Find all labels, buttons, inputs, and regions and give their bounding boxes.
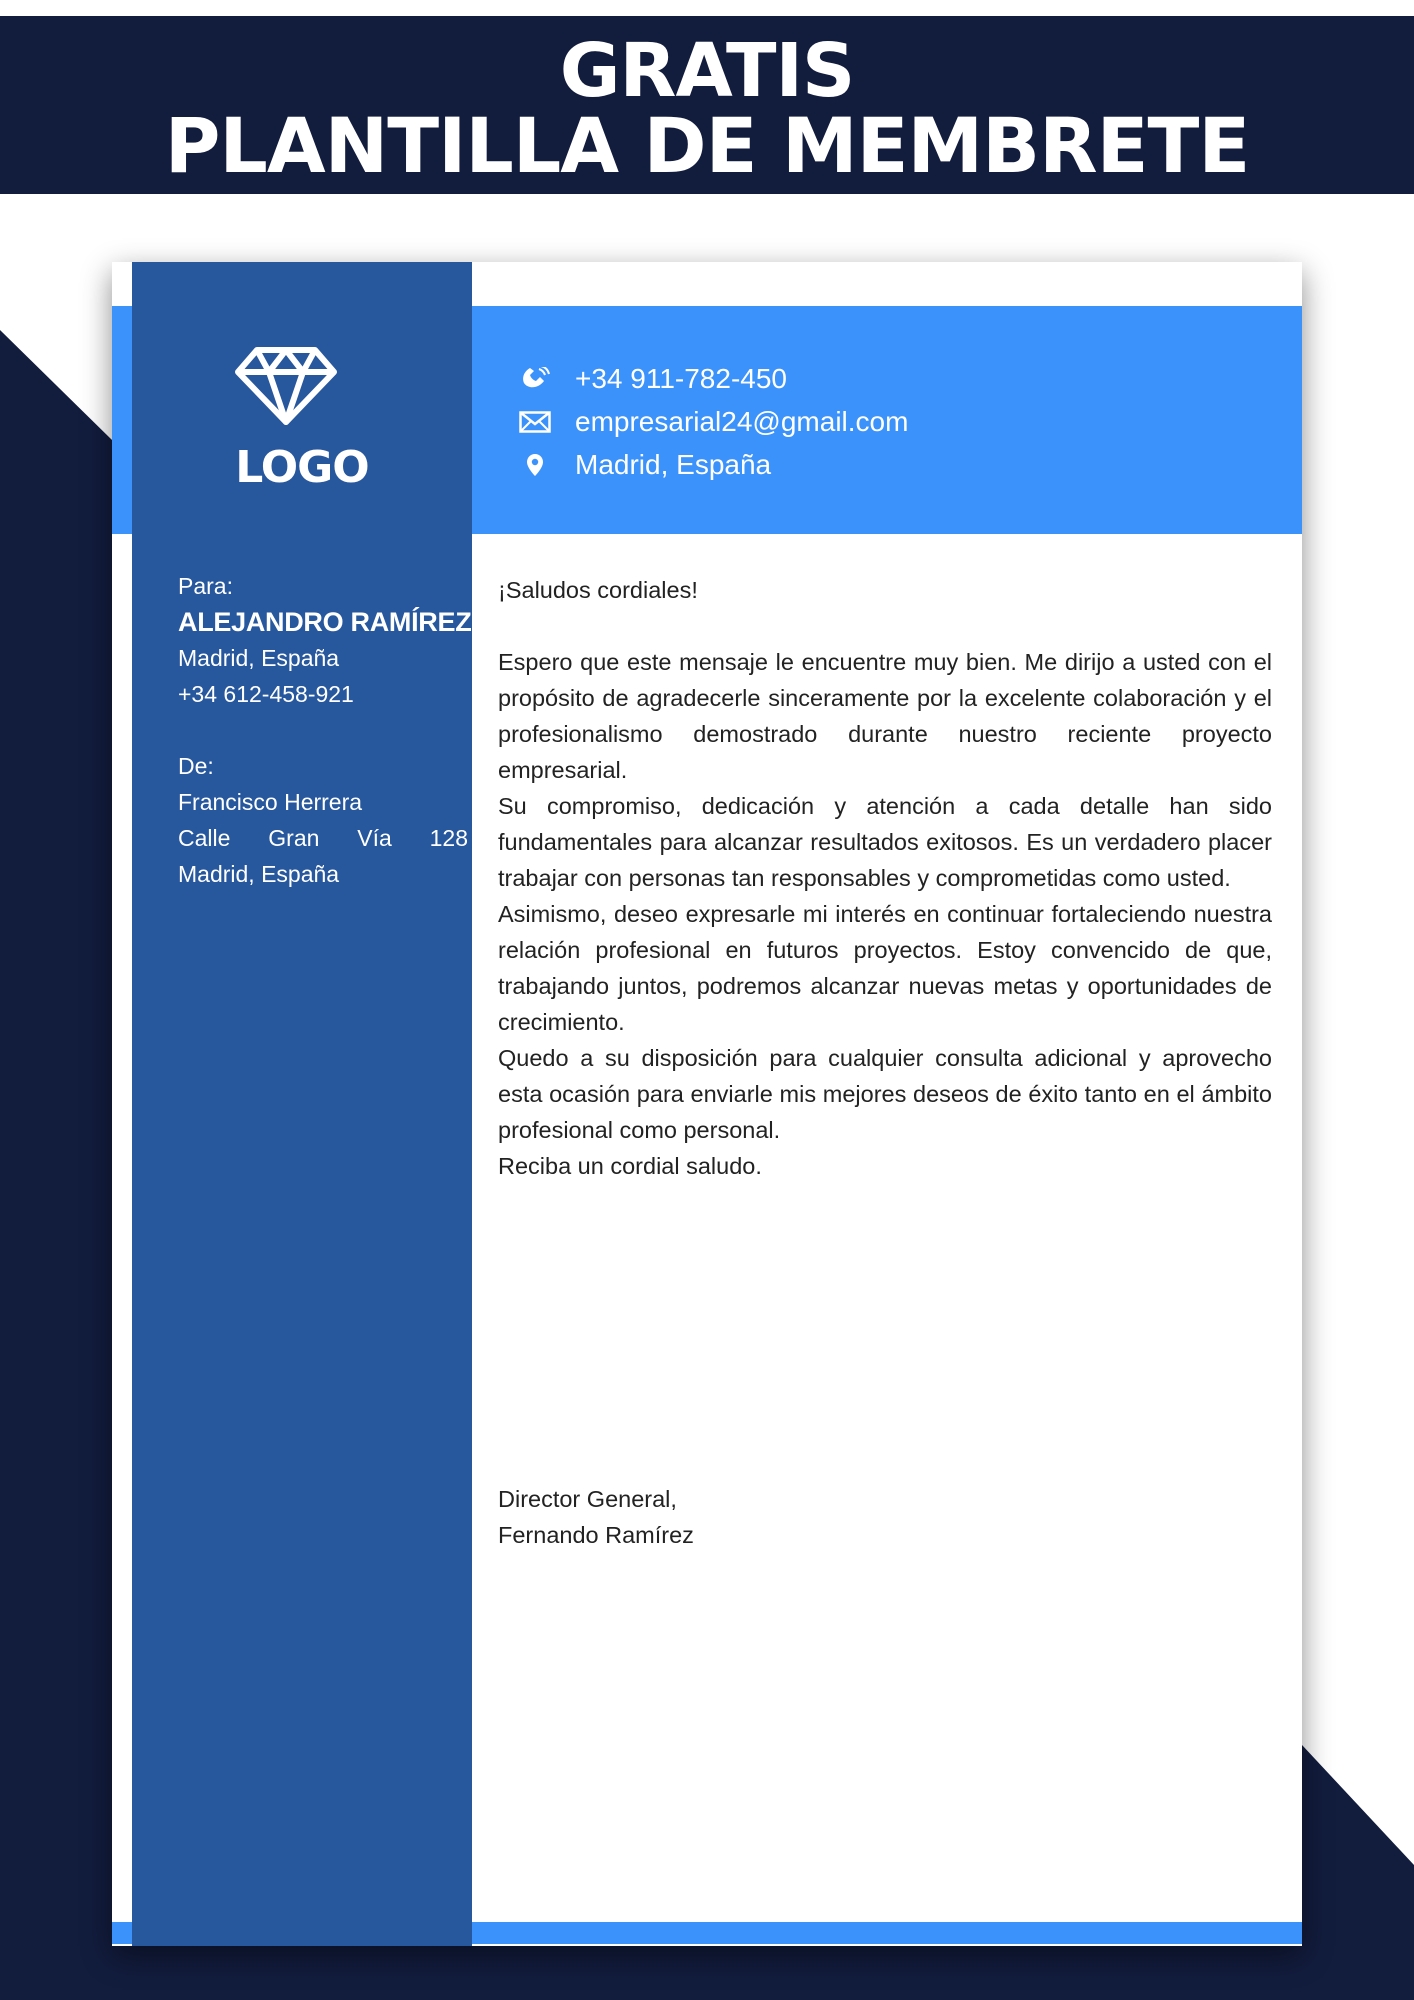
contact-phone: +34 911-782-450	[575, 362, 787, 394]
sender-street-word: 128	[429, 825, 468, 851]
left-navy-triangle	[0, 330, 112, 2000]
letter-paragraph: Espero que este mensaje le encuentre muy bien. Me dirijo a usted con el propósito de agradecerle sinceramente por la excelente colaboración y el profesionalismo demostrado durante nuestro reciente proyecto empresarial.	[498, 649, 1272, 783]
mail-icon	[517, 407, 553, 437]
sender-block	[178, 748, 468, 892]
sender-city: Madrid, España	[178, 861, 340, 887]
sender-street-word: Gran	[268, 825, 320, 851]
recipient-block	[178, 568, 472, 712]
title-banner	[0, 16, 1414, 194]
letter-greeting: ¡Saludos cordiales!	[498, 577, 698, 603]
letterhead-page	[112, 262, 1302, 1946]
bottom-navy-band	[0, 1940, 1414, 2000]
letter-closing: Reciba un cordial saludo.	[498, 1153, 762, 1179]
logo-text: LOGO	[235, 442, 369, 493]
contact-location-row	[517, 443, 908, 486]
contact-email-row	[517, 400, 908, 443]
contact-location: Madrid, España	[575, 448, 772, 480]
letter-paragraph: Quedo a su disposición para cualquier consulta adicional y aprovecho esta ocasión para enviarle mis mejores deseos de éxito tanto en el ámbito profesional como personal.	[498, 1045, 1272, 1143]
sender-street-word: Calle	[178, 825, 231, 851]
right-navy-triangle	[1302, 1745, 1414, 2000]
recipient-label: Para:	[178, 573, 233, 599]
banner-title-line2: PLANTILLA DE MEMBRETE	[164, 101, 1250, 190]
contact-info	[517, 357, 908, 486]
recipient-name: ALEJANDRO RAMÍREZ	[178, 607, 472, 637]
sender-name: Francisco Herrera	[178, 789, 363, 815]
banner-title-line1: GRATIS	[559, 28, 855, 114]
sidebar	[132, 262, 472, 1946]
letter-paragraph: Asimismo, deseo expresarle mi interés en continuar fortaleciendo nuestra relación profesional en futuros proyectos. Estoy convencido de que, trabajando juntos, podremos alcanzar nuevas metas y oportunidades de crecimiento.	[498, 901, 1272, 1035]
letter-paragraph: Su compromiso, dedicación y atención a cada detalle han sido fundamentales para alcanzar resultados exitosos. Es un verdadero placer trabajar con personas tan responsables y comprometidas como usted.	[498, 793, 1272, 891]
sender-street	[178, 820, 468, 856]
signature-name: Fernando Ramírez	[498, 1522, 694, 1548]
signature-block	[498, 1481, 694, 1553]
phone-icon	[517, 364, 553, 394]
location-pin-icon	[517, 450, 553, 480]
sender-street-word: Vía	[357, 825, 392, 851]
recipient-city: Madrid, España	[178, 645, 340, 671]
contact-email: empresarial24@gmail.com	[575, 405, 909, 437]
signature-title: Director General,	[498, 1486, 677, 1512]
recipient-phone: +34 612-458-921	[178, 681, 354, 707]
sender-label: De:	[178, 753, 214, 779]
diamond-icon	[235, 347, 337, 425]
letter-body	[498, 572, 1272, 1184]
contact-phone-row	[517, 357, 908, 400]
